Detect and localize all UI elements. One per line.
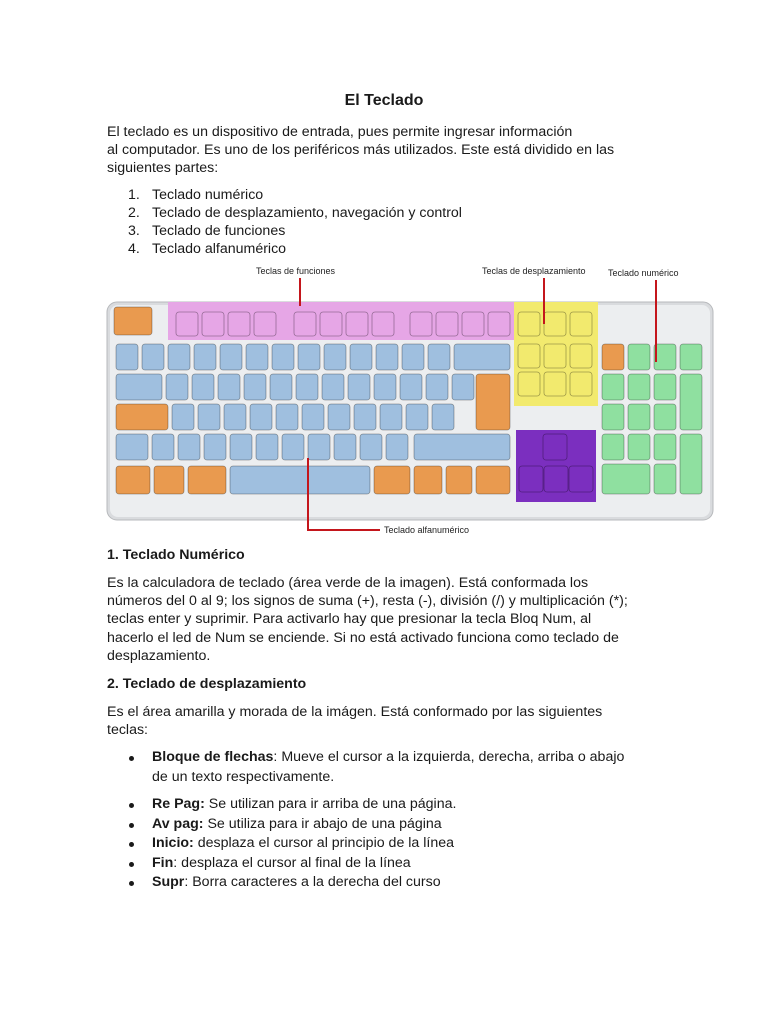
list-number: 4. — [128, 241, 140, 257]
key-navigation — [544, 344, 566, 368]
term: Supr — [152, 874, 185, 890]
key-backspace — [454, 344, 510, 370]
page-title: El Teclado — [344, 92, 424, 109]
bullet — [129, 881, 134, 886]
key-numeric-delete — [654, 464, 676, 494]
key-navigation — [518, 372, 540, 396]
list-number: 2. — [128, 205, 140, 221]
intro-line-1: El teclado es un dispositivo de entrada, pues permite ingresar información — [107, 124, 573, 140]
key-shift-left — [116, 434, 148, 460]
key-alt-gr — [374, 466, 410, 494]
key-alpha — [116, 344, 138, 370]
section-1-line-3: teclas enter y suprimir. Para activarlo hay que presionar la tecla Bloq Num, al — [107, 611, 592, 628]
key-alpha — [282, 434, 304, 460]
key-numeric — [654, 374, 676, 400]
description: Borra caracteres a la derecha del curso — [188, 874, 441, 890]
list-item — [107, 854, 667, 874]
key-function — [436, 312, 458, 336]
key-alpha — [172, 404, 194, 430]
intro-line-2: al computador. Es uno de los periféricos más utilizados. Este está dividido en las — [107, 142, 615, 159]
key-alpha — [224, 404, 246, 430]
key-windows-right — [414, 466, 442, 494]
key-esc — [114, 307, 152, 335]
key-function — [294, 312, 316, 336]
key-numeric-enter — [680, 434, 702, 494]
key-arrow — [569, 466, 593, 492]
term: Fin — [152, 854, 174, 871]
key-numeric — [628, 434, 650, 460]
key-function — [228, 312, 250, 336]
key-navigation — [570, 372, 592, 396]
key-alpha — [192, 374, 214, 400]
key-numeric — [628, 404, 650, 430]
key-alpha — [270, 374, 292, 400]
intro-paragraph — [107, 123, 667, 178]
section-1-line-1: Es la calculadora de teclado (área verde de la imagen). Está conformada los — [107, 575, 589, 591]
term: Re Pag: — [152, 796, 205, 812]
list-text: Teclado alfanumérico — [152, 241, 287, 257]
key-alpha — [246, 344, 268, 370]
key-space — [230, 466, 370, 494]
key-numeric — [602, 404, 624, 430]
key-alpha — [328, 404, 350, 430]
bullet — [129, 842, 134, 847]
key-numeric — [654, 434, 676, 460]
key-alpha — [244, 374, 266, 400]
key-alpha — [168, 344, 190, 370]
key-numeric-zero — [602, 464, 650, 494]
key-alpha — [220, 344, 242, 370]
key-function — [410, 312, 432, 336]
key-alpha — [152, 434, 174, 460]
key-windows — [154, 466, 184, 494]
key-enter — [476, 374, 510, 430]
description: Mueve el cursor a la izquierda, derecha, arriba o abajo — [277, 749, 625, 765]
key-alpha — [452, 374, 474, 400]
section-1-line-2: números del 0 al 9; los signos de suma (+), resta (-), división (/) y multiplicación (*); — [107, 593, 628, 610]
key-alpha — [360, 434, 382, 460]
key-alpha — [272, 344, 294, 370]
section-2-heading: 2. Teclado de desplazamiento — [107, 676, 307, 692]
key-alpha — [400, 374, 422, 400]
key-alpha — [302, 404, 324, 430]
key-navigation — [518, 312, 540, 336]
key-alpha — [324, 344, 346, 370]
key-navigation — [544, 312, 566, 336]
key-navigation — [570, 344, 592, 368]
section-1-paragraph — [107, 574, 667, 665]
key-alpha — [426, 374, 448, 400]
bullet — [129, 756, 134, 761]
key-alpha — [350, 344, 372, 370]
key-numeric — [602, 374, 624, 400]
key-alpha — [380, 404, 402, 430]
key-alt — [188, 466, 226, 494]
key-tab — [116, 374, 162, 400]
parts-list — [107, 186, 462, 258]
description: desplaza el cursor al final de la línea — [177, 854, 411, 871]
term: Bloque de flechas — [152, 749, 274, 765]
key-alpha — [298, 344, 320, 370]
term-separator: : — [273, 749, 278, 765]
key-alpha — [166, 374, 188, 400]
key-alpha — [178, 434, 200, 460]
list-text: Teclado numérico — [152, 187, 264, 203]
key-alpha — [406, 404, 428, 430]
key-function — [346, 312, 368, 336]
list-item — [107, 795, 667, 815]
list-item — [107, 222, 462, 240]
intro-line-3: siguientes partes: — [107, 160, 219, 177]
key-function — [462, 312, 484, 336]
key-numeric-plus — [680, 374, 702, 430]
key-alpha — [142, 344, 164, 370]
key-arrow — [519, 466, 543, 492]
key-alpha — [256, 434, 278, 460]
key-function — [372, 312, 394, 336]
list-text: Teclado de desplazamiento, navegación y control — [152, 205, 462, 221]
description: desplaza el cursor al principio de la línea — [193, 835, 455, 851]
section-1-heading: 1. Teclado Numérico — [107, 547, 245, 563]
description: Se utilizan para ir arriba de una página. — [204, 796, 457, 812]
key-alpha — [428, 344, 450, 370]
key-shift-right — [414, 434, 510, 460]
list-item — [107, 815, 667, 835]
key-alpha — [276, 404, 298, 430]
list-item — [107, 240, 462, 258]
term-separator: : — [184, 874, 189, 890]
label-function-keys: Teclas de funciones — [256, 266, 336, 276]
keyboard-diagram — [100, 262, 720, 542]
key-function — [320, 312, 342, 336]
list-item — [107, 186, 462, 204]
key-navigation — [518, 344, 540, 368]
key-function — [202, 312, 224, 336]
label-navigation-keys: Teclas de desplazamiento — [482, 266, 586, 276]
bullet — [129, 862, 134, 867]
key-arrow — [544, 466, 568, 492]
navigation-keys-list — [107, 748, 667, 893]
key-numeric — [654, 344, 676, 370]
key-alpha — [402, 344, 424, 370]
list-text: Teclado de funciones — [152, 223, 286, 239]
key-navigation — [570, 312, 592, 336]
key-function — [176, 312, 198, 336]
section-2-line-2: teclas: — [107, 722, 149, 739]
key-alpha — [348, 374, 370, 400]
bullet — [129, 823, 134, 828]
key-function — [488, 312, 510, 336]
key-alpha — [194, 344, 216, 370]
term-separator: : — [173, 854, 178, 871]
key-numeric — [602, 434, 624, 460]
bullet — [129, 803, 134, 808]
key-alpha — [386, 434, 408, 460]
keyboard-figure — [100, 262, 720, 542]
section-1-line-5: desplazamiento. — [107, 647, 211, 664]
label-numeric-keypad: Teclado numérico — [608, 268, 679, 278]
key-alpha — [204, 434, 226, 460]
key-numeric — [628, 344, 650, 370]
description-continued: de un texto respectivamente. — [152, 768, 335, 785]
key-num-lock — [602, 344, 624, 370]
key-navigation — [544, 372, 566, 396]
list-item — [107, 873, 667, 893]
key-alpha — [374, 374, 396, 400]
key-numeric — [654, 404, 676, 430]
list-number: 1. — [128, 187, 140, 203]
key-alpha — [296, 374, 318, 400]
term: Av pag: — [152, 815, 204, 832]
key-alpha — [230, 434, 252, 460]
label-alphanumeric: Teclado alfanumérico — [384, 525, 470, 535]
section-1-line-4: hacerlo el led de Num se enciende. Si no está activado funciona como teclado de — [107, 629, 619, 646]
section-2-line-1: Es el área amarilla y morada de la imágen. Está conformado por las siguientes — [107, 704, 603, 720]
list-item — [107, 204, 462, 222]
description: Se utiliza para ir abajo de una página — [203, 815, 442, 832]
key-caps-lock — [116, 404, 168, 430]
key-ctrl-right — [476, 466, 510, 494]
section-2-paragraph — [107, 703, 667, 739]
key-alpha — [354, 404, 376, 430]
key-alpha — [322, 374, 344, 400]
key-numeric — [680, 344, 702, 370]
term: Inicio: — [152, 835, 194, 851]
key-alpha — [198, 404, 220, 430]
list-item — [107, 748, 667, 787]
key-alpha — [334, 434, 356, 460]
key-arrow-up — [543, 434, 567, 460]
key-alpha — [250, 404, 272, 430]
key-alpha — [376, 344, 398, 370]
list-item — [107, 834, 667, 854]
key-alpha — [218, 374, 240, 400]
key-numeric — [628, 374, 650, 400]
list-number: 3. — [128, 223, 140, 239]
key-menu — [446, 466, 472, 494]
key-alpha — [308, 434, 330, 460]
key-function — [254, 312, 276, 336]
key-alpha — [432, 404, 454, 430]
key-ctrl-left — [116, 466, 150, 494]
